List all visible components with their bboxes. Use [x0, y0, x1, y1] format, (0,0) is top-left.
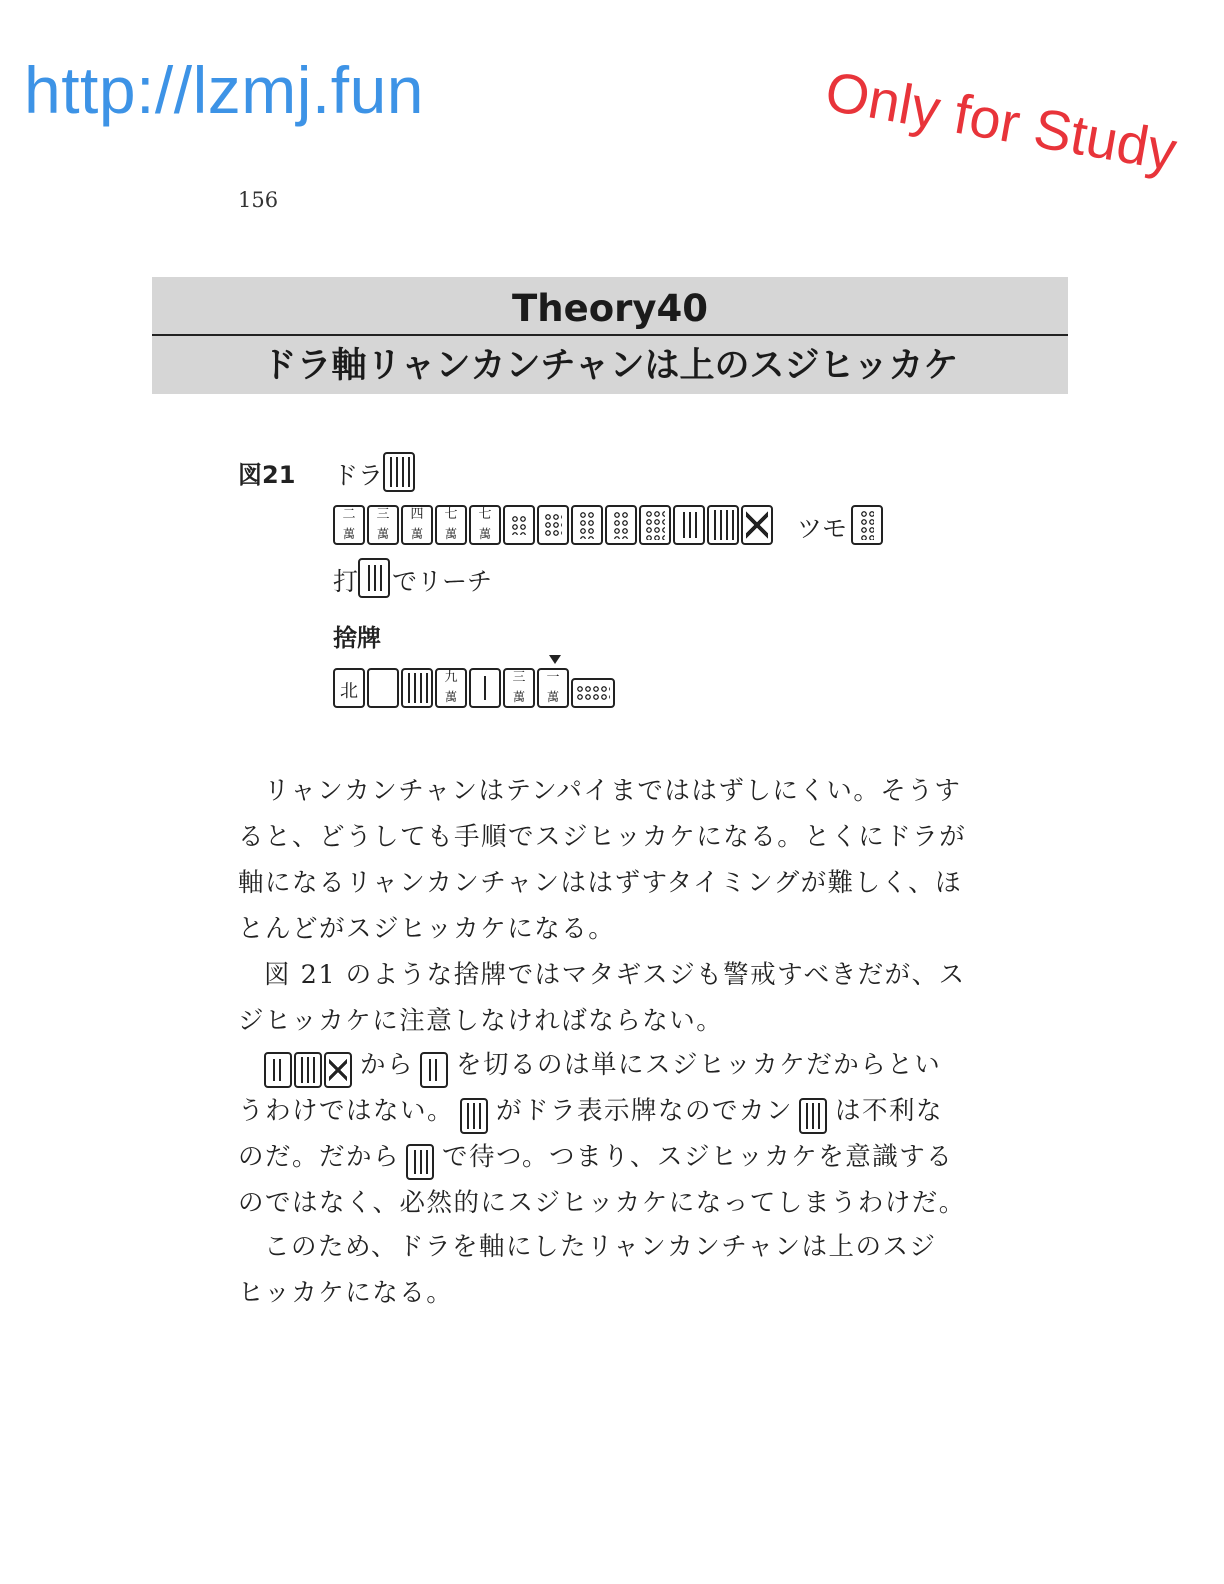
- tile-north-icon: 北: [333, 668, 365, 708]
- tile-5-pin-icon: [537, 505, 569, 545]
- tile-1-man-icon: 一 萬: [537, 668, 569, 708]
- dora-row: [333, 452, 417, 492]
- text-line: 図 21 のような捨牌ではマタギスジも警戒すべきだが、ス: [264, 960, 966, 990]
- figure-label: 図21: [238, 461, 296, 489]
- tile-4-pin-icon: [503, 505, 535, 545]
- inline-tiles: [406, 1144, 436, 1180]
- tile-7-man-icon: 七 萬: [469, 505, 501, 545]
- tile-7-pin-icon: [639, 505, 671, 545]
- discard-label-post: でリーチ: [392, 567, 493, 596]
- theory-title: ドラ軸リャンカンチャンは上のスジヒッカケ: [261, 346, 959, 386]
- tile-white-icon: [367, 668, 399, 708]
- para3-text: のだ。だから: [238, 1142, 401, 1172]
- tile-4-sou-icon: [264, 1052, 292, 1088]
- text-line: のではなく、必然的にスジヒッカケになってしまうわけだ。: [238, 1188, 966, 1218]
- text-line: [238, 1042, 948, 1088]
- text-line: ジヒッカケに注意しなければならない。: [238, 1006, 724, 1036]
- tile-3-man-icon: 三 萬: [367, 505, 399, 545]
- text-line: [238, 1088, 948, 1134]
- text-line: ると、どうしても手順でスジヒッカケになる。とくにドラが: [238, 822, 967, 852]
- tile-7-sou-icon: [799, 1098, 827, 1134]
- tile-6-pin-icon: [571, 505, 603, 545]
- discards-heading: 捨牌: [333, 624, 381, 652]
- tile-4-sou-icon: [358, 558, 390, 598]
- discard-label-pre: 打: [333, 567, 359, 596]
- tile-8-pin-icon: [851, 505, 883, 545]
- paragraph-2: [238, 952, 966, 1044]
- tile-2-sou-icon: [469, 668, 501, 708]
- text-line: このため、ドラを軸にしたリャンカンチャンは上のスジ: [264, 1232, 937, 1262]
- theory-number: Theory40: [512, 287, 708, 330]
- inline-tiles: [420, 1052, 450, 1088]
- tile-6-sou-icon: [707, 505, 739, 545]
- tile-8-sou-icon: [741, 505, 773, 545]
- tile-6-sou-icon: [294, 1052, 322, 1088]
- banner-divider: [152, 334, 1068, 336]
- dora-label: ドラ: [333, 461, 384, 490]
- text-line: リャンカンチャンはテンパイまでははずしにくい。そうす: [264, 776, 962, 806]
- paragraph-3: [238, 1042, 966, 1226]
- tile-4-man-icon: 四 萬: [401, 505, 433, 545]
- tsumo-label: ツモ: [797, 514, 848, 543]
- inline-tiles: [460, 1098, 490, 1134]
- inline-tiles: [799, 1098, 829, 1134]
- tile-8-sou-icon: [383, 452, 415, 492]
- para3-text: うわけではない。: [238, 1096, 455, 1126]
- tile-6-pin-sideways-icon: [571, 678, 615, 708]
- tile-9-man-icon: 九 萬: [435, 668, 467, 708]
- para3-text: がドラ表示牌なのでカン: [496, 1096, 794, 1126]
- riichi-marker-icon: [549, 655, 561, 664]
- text-line: 軸になるリャンカンチャンははずすタイミングが難しく、ほ: [238, 868, 963, 898]
- page-number: 156: [238, 188, 279, 212]
- inline-tiles: [264, 1052, 354, 1088]
- riichi-row: [333, 558, 492, 598]
- theory-banner: [152, 277, 1068, 394]
- tile-5-sou-icon: [406, 1144, 434, 1180]
- tile-7-sou-icon: [460, 1098, 488, 1134]
- para3-text: から: [360, 1050, 415, 1080]
- tile-4-sou-icon: [420, 1052, 448, 1088]
- watermark-study: Only for Study: [820, 58, 1182, 183]
- text-line: とんどがスジヒッカケになる。: [238, 914, 616, 944]
- text-line: ヒッカケになる。: [238, 1278, 454, 1308]
- para3-text: を切るのは単にスジヒッカケだからとい: [456, 1050, 942, 1080]
- watermark-url: http://lzmj.fun: [24, 53, 424, 127]
- tile-8-sou-icon: [324, 1052, 352, 1088]
- paragraph-1: [238, 768, 967, 952]
- paragraph-4: [238, 1224, 948, 1316]
- para3-text: は不利な: [835, 1096, 944, 1126]
- text-line: [238, 1134, 954, 1180]
- tile-2-man-icon: 二 萬: [333, 505, 365, 545]
- tile-7-man-icon: 七 萬: [435, 505, 467, 545]
- tile-9-sou-icon: [401, 668, 433, 708]
- discards-row: [333, 668, 617, 708]
- tile-4-sou-icon: [673, 505, 705, 545]
- hand-row: [333, 505, 885, 545]
- tile-6-pin-icon: [605, 505, 637, 545]
- tile-3-man-icon: 三 萬: [503, 668, 535, 708]
- para3-text: で待つ。つまり、スジヒッカケを意識する: [442, 1142, 954, 1172]
